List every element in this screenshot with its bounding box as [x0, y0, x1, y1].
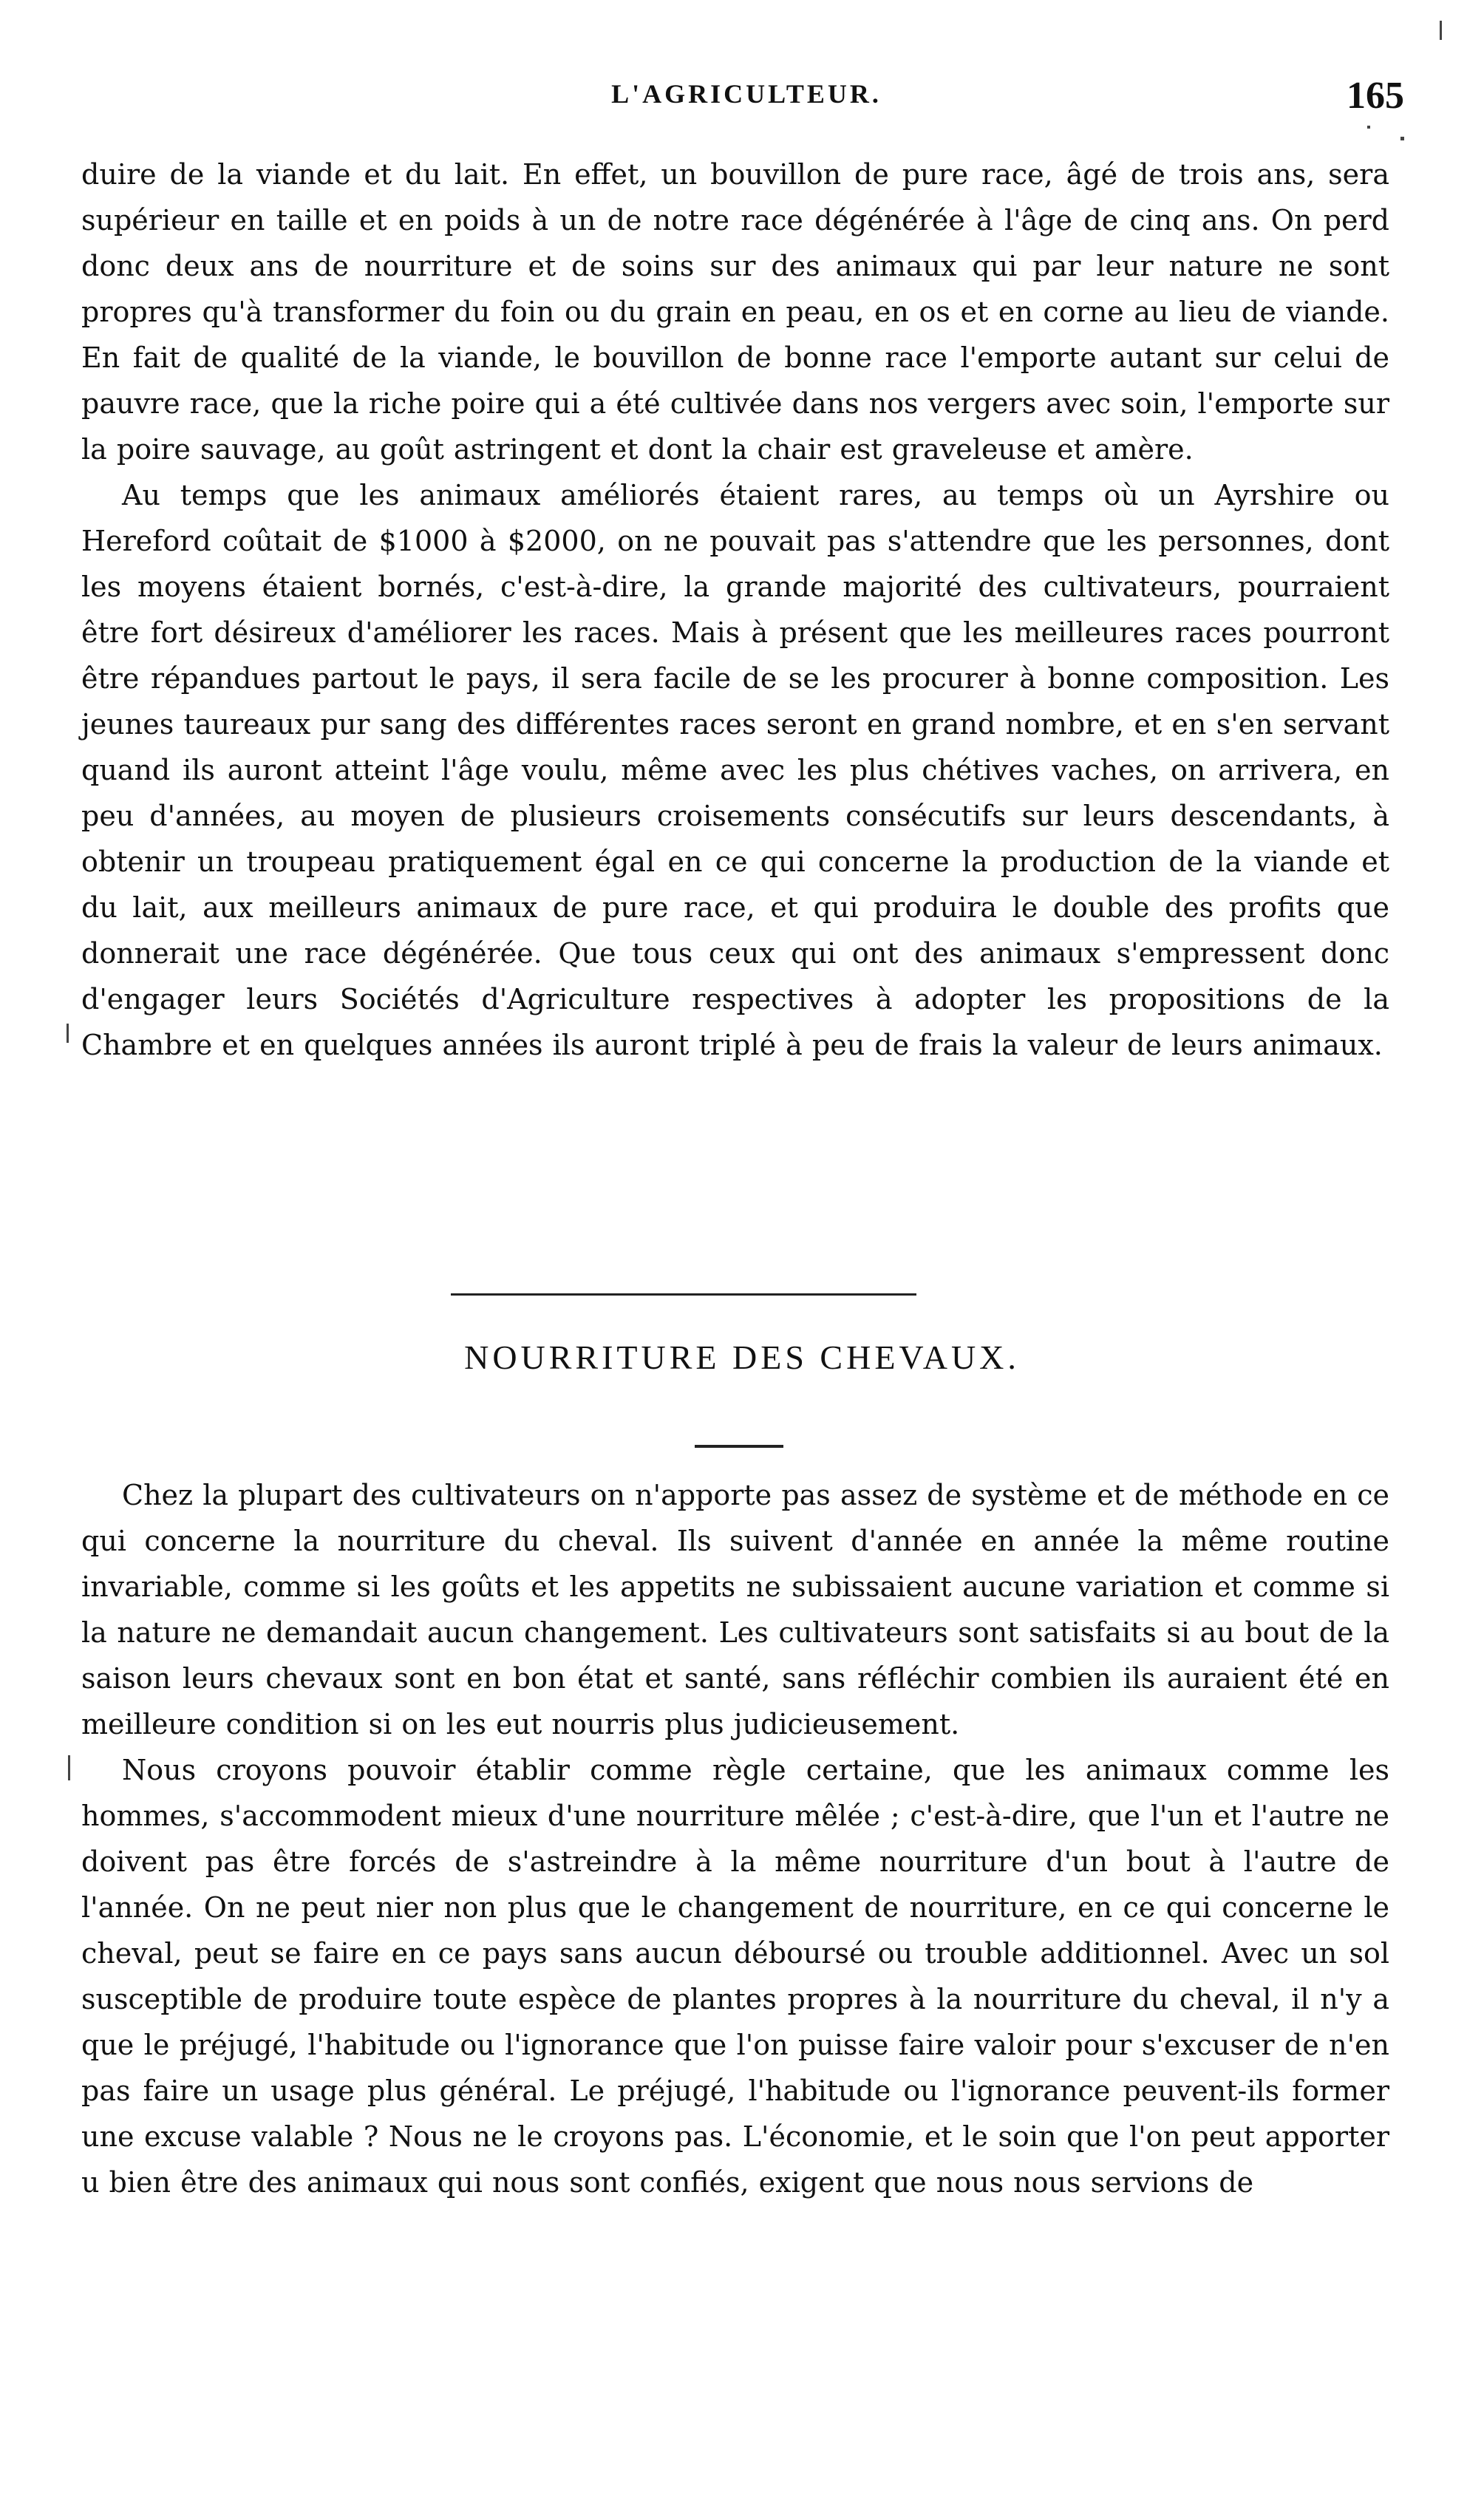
- article-body: [81, 1472, 1389, 2205]
- paragraph: Nous croyons pouvoir établir comme règle certaine, que les animaux comme les hommes, s'accommodent mieux d'une nourriture mêlée ; c'est-à-dire, que l'un et l'autre ne doivent pas être forcés de s'astreindre à la même nourriture d'un bout à l'autre de l'année. On ne peut nier non plus que le changement de nourriture, en ce qui concerne le cheval, peut se faire en ce pays sans aucun déboursé ou trouble additionnel. Avec un sol susceptible de produire toute espèce de plantes propres à la nourriture du cheval, il n'y a que le préjugé, l'habitude ou l'ignorance que l'on puisse faire valoir pour s'excuser de n'en pas faire un usage plus général. Le préjugé, l'habitude ou l'ignorance peuvent-ils former une excuse valable ? Nous ne le croyons pas. L'économie, et le soin que l'on peut apporter u bien être des animaux qui nous sont confiés, exigent que nous nous servions de: [81, 1754, 1389, 2199]
- running-title: L'AGRICULTEUR.: [611, 79, 882, 109]
- title-underline: [695, 1445, 783, 1448]
- scan-speck: [67, 1024, 69, 1043]
- paragraph: duire de la viande et du lait. En effet, un bouvillon de pure race, âgé de trois ans, sera supérieur en taille et en poids à un de notre race dégénérée à l'âge de cinq ans. On perd donc deux ans de nourriture et de soins sur des animaux qui par leur nature ne sont propres qu'à transformer du foin ou du grain en peau, en os et en corne au lieu de viande. En fait de qualité de la viande, le bouvillon de bonne race l'emporte autant sur celui de pauvre race, que la riche poire qui a été cultivée dans nos vergers avec soin, l'emporte sur la poire sauvage, au goût astringent et dont la chair est graveleuse et amère.: [81, 158, 1389, 466]
- scan-speck: [1367, 126, 1370, 129]
- section-title: NOURRITURE DES CHEVAUX.: [464, 1338, 1020, 1376]
- section-divider: [451, 1293, 916, 1296]
- scan-speck: [68, 1755, 70, 1780]
- paragraph: Chez la plupart des cultivateurs on n'apporte pas assez de système et de méthode en ce qui concerne la nourriture du cheval. Ils suivent d'année en année la même routine invariable, comme si les goûts et les appetits ne subissaient aucune variation et comme si la nature ne demandait aucun changement. Les cultivateurs sont satisfaits si au bout de la saison leurs chevaux sont en bon état et santé, sans réfléchir combien ils auraient été en meilleure condition si on les eut nourris plus judicieusement.: [81, 1479, 1389, 1740]
- article-continuation: [81, 152, 1389, 1068]
- page-header: [89, 74, 1404, 118]
- page-number: 165: [1347, 75, 1404, 117]
- paragraph: Au temps que les animaux améliorés étaient rares, au temps où un Ayrshire ou Hereford coûtait de $1000 à $2000, on ne pouvait pas s'attendre que les personnes, dont les moyens étaient bornés, c'est-à-dire, la grande majorité des cultivateurs, pourraient être fort désireux d'améliorer les races. Mais à présent que les meilleures races pourront être répandues partout le pays, il sera facile de se les procurer à bonne composition. Les jeunes taureaux pur sang des différentes races seront en grand nombre, et en s'en servant quand ils auront atteint l'âge voulu, même avec les plus chétives vaches, on arrivera, en peu d'années, au moyen de plusieurs croisements consécutifs sur leurs descendants, à obtenir un troupeau pratiquement égal en ce qui concerne la production de la viande et du lait, aux meilleurs animaux de pure race, et qui produira le double des profits que donnerait une race dégénérée. Que tous ceux qui ont des animaux s'empressent donc d'engager leurs Sociétés d'Agriculture respectives à adopter les propositions de la Chambre et en quelques années ils auront triplé à peu de frais la valeur de leurs animaux.: [81, 479, 1389, 1061]
- scan-speck: [1400, 137, 1404, 140]
- scan-speck: [1440, 21, 1442, 40]
